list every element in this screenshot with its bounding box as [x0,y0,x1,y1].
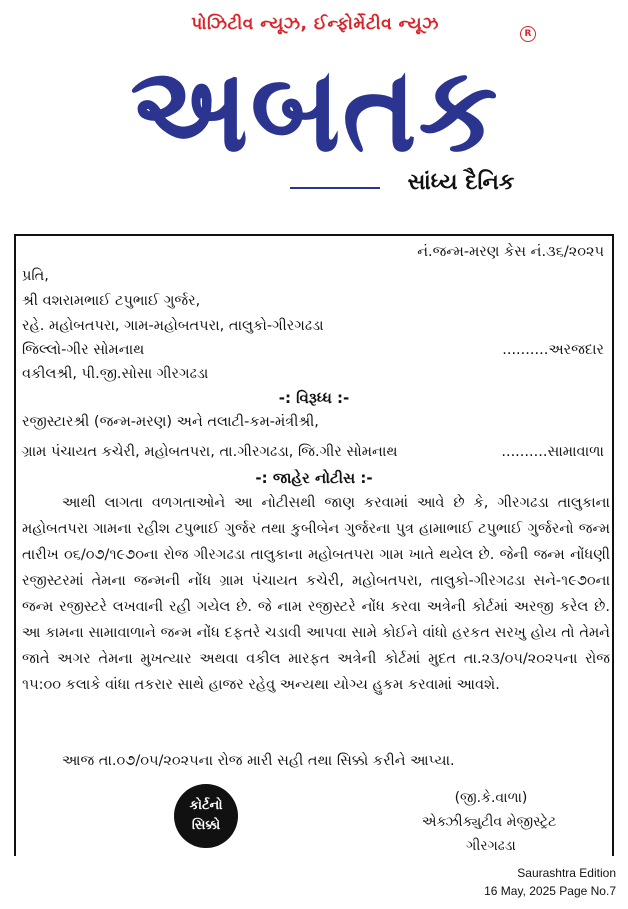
court-seal [174,784,238,848]
signatory-place: ગીરગઢડા [466,838,516,854]
masthead-subtitle-block [290,170,540,204]
footer-date-page: 16 May, 2025 Page No.7 [484,884,616,898]
registered-mark-icon: R [520,26,536,42]
footer-edition: Saurashtra Edition [517,866,616,880]
signatory-name: (જી.કે.વાળા) [454,790,528,806]
masthead-subtitle: સાંધ્ય દૈનિક [407,170,515,195]
masthead [0,0,628,210]
applicant-address-2: જિલ્લો-ગીર સોમનાથ [22,342,145,358]
respondent-line-2: ગ્રામ પંચાયત કચેરી, મહોબતપરા, તા.ગીરગઢડા, જિ.ગીર સોમનાથ [22,444,398,460]
applicant-address-1: રહે. મહોબતપરા, ગામ-મહોબતપરા, તાલુકો-ગીરગઢડા [22,318,324,334]
notice-body: આથી લાગતા વળગતાઓને આ નોટીસથી જાણ કરવામાં આવે છે કે, ગીરગઢડા તાલુકાના મહોબતપરા ગામના રહીશ ટપુભાઈ ગુર્જર તથા કુબીબેન ગુર્જરના પુત્ર હામાભાઈ ટપુભાઈ ગુર્જરનો જન્મ તારીખ ૦૬/૦૭/૧૯૭૦ના રોજ ગીરગઢડા તાલુકાના મહોબતપરા ગામ ખાતે થયેલ છે. જેની જન્મ નોંધણી રજીસ્ટરમાં તેમના જન્મની નોંધ ગ્રામ પંચાયત કચેરી, મહોબતપરા, તાલુકો-ગીરગઢડા સને-૧૯૭૦ના જન્મ રજીસ્ટરે લખવાની રહી ગયેલ છે. જે નામ રજીસ્ટરે નોંધ કરવા અત્રેની કોર્ટમાં અરજી કરેલ છે. આ કામના સામાવાળાને જન્મ નોંધ દફતરે ચડાવી આપવા સામે કોઈને વાંધો હરકત સરખુ હોય તો તેમને જાતે અગર તેમના મુખત્યાર અથવા વકીલ મારફત અત્રેની કોર્ટમાં મુદત તા.૨૩/૦૫/૨૦૨૫ના રોજ ૧૫:૦૦ કલાકે વાંધા તકરાર સાથે હાજર રહેવુ અન્યથા યોગ્ય હુકમ કરવામાં આવશે. [22,495,610,693]
notice-closing: આજ તા.૦૭/૦૫/૨૦૨૫ના રોજ મારી સહી તથા સિક્કો કરીને આપ્યા. [62,753,455,769]
applicant-name: શ્રી વશરામભાઈ ટપુભાઈ ગુર્જર, [22,293,201,309]
respondent-role: ..........સામાવાળા [501,444,604,460]
notice-heading: -: જાહેર નોટીસ :- [255,469,373,487]
case-number: નં.જન્મ-મરણ કેસ નં.૩૬/૨૦૨૫ [417,244,604,260]
newspaper-logo: અબતક [130,41,500,179]
masthead-tagline: પોઝિટીવ ન્યૂઝ, ઈન્ફોર્મેટીવ ન્યૂઝ [191,14,439,34]
versus-heading: -: વિરૂધ્ધ :- [278,389,350,407]
notice-to: પ્રતિ, [22,268,49,284]
lawyer-name: વકીલશ્રી, પી.જી.સોસા ગીરગઢડા [22,366,209,382]
respondent-line-1: રજીસ્ટારશ્રી (જન્મ-મરણ) અને તલાટી-કમ-મંત્રીશ્રી, [22,414,319,430]
signatory-designation: એક્ઝીક્યુટીવ મેજીસ્ટ્રેટ [421,814,557,830]
seal-line-2: સિક્કો [191,818,221,833]
subtitle-divider [290,187,380,189]
public-notice [14,234,614,856]
seal-line-1: કોર્ટનો [189,798,223,813]
applicant-role: ..........અરજદાર [502,342,604,358]
